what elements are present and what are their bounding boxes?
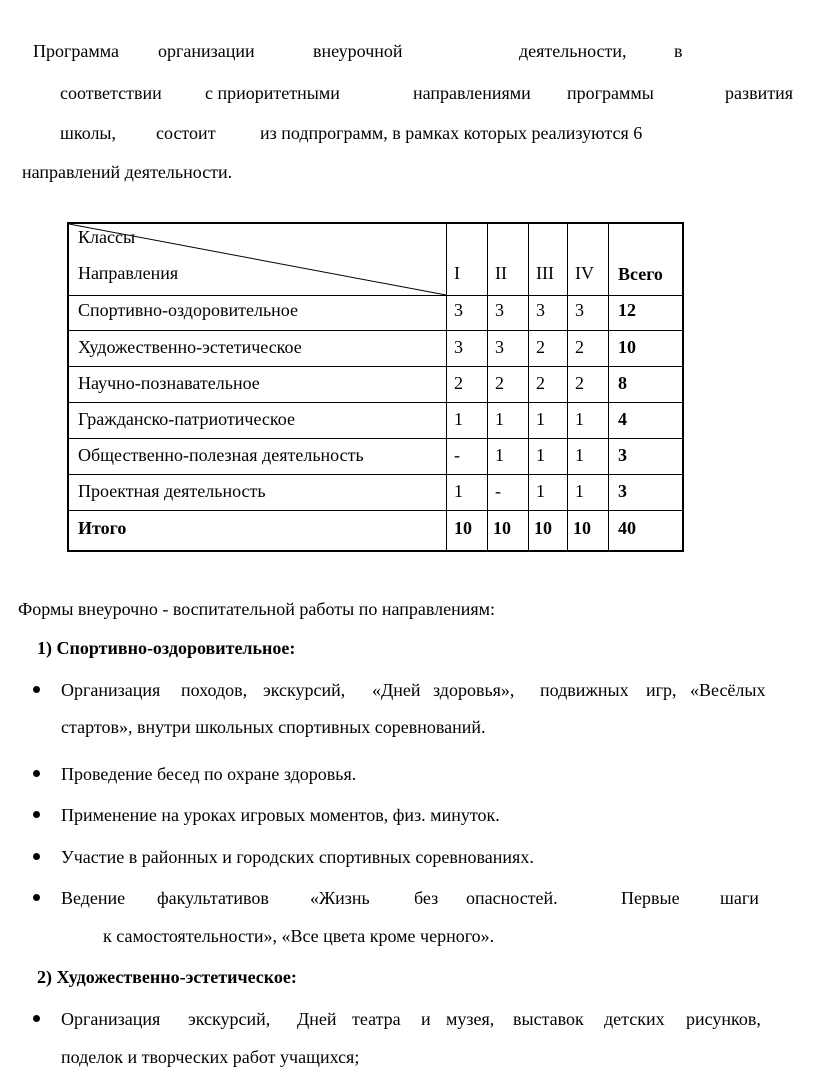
col-header: III xyxy=(536,263,554,283)
section-title: 2) Художественно-эстетическое: xyxy=(37,967,297,987)
cell-value: 1 xyxy=(495,409,504,429)
word: с приоритетными xyxy=(205,83,340,103)
bullet-icon xyxy=(33,686,40,693)
row-total: 3 xyxy=(618,445,627,465)
word: Первые xyxy=(621,888,680,908)
cell-value: 1 xyxy=(495,445,504,465)
word: выставок xyxy=(513,1009,584,1029)
row-total: 8 xyxy=(618,373,627,393)
cell-value: 1 xyxy=(536,445,545,465)
col-header: I xyxy=(454,263,460,283)
word: рисунков, xyxy=(686,1009,761,1029)
word: внеурочной xyxy=(313,41,403,61)
col-divider xyxy=(487,224,488,550)
word: школы, xyxy=(60,123,117,143)
classes-label: Классы xyxy=(78,227,136,247)
cell-value: 1 xyxy=(454,409,463,429)
word: экскурсий, xyxy=(188,1009,271,1029)
row-divider xyxy=(69,402,682,403)
word: Дней xyxy=(297,1009,337,1029)
word: шаги xyxy=(720,888,759,908)
row-divider xyxy=(69,330,682,331)
word: развития xyxy=(725,83,794,103)
word: Организация xyxy=(61,680,161,700)
footer-name: Итого xyxy=(78,518,127,538)
word: Организация xyxy=(61,1009,161,1029)
bullet-icon xyxy=(33,1015,40,1022)
word: деятельности, xyxy=(519,41,627,61)
cell-value: 1 xyxy=(575,409,584,429)
bullet-icon xyxy=(33,811,40,818)
word: «Весёлых xyxy=(690,680,766,700)
cell-value: 3 xyxy=(575,300,584,320)
bullet-line-2: к самостоятельности», «Все цвета кроме черного». xyxy=(103,926,495,946)
row-name: Художественно-эстетическое xyxy=(78,337,302,357)
word: направлениями xyxy=(413,83,531,103)
cell-value: 1 xyxy=(454,481,463,501)
word: без xyxy=(414,888,439,908)
word: соответствии xyxy=(60,83,162,103)
word: походов, xyxy=(181,680,248,700)
cell-value: 1 xyxy=(575,481,584,501)
cell-value: 2 xyxy=(454,373,463,393)
word: из подпрограмм, в рамках которых реализуются 6 xyxy=(260,123,643,143)
total-header: Всего xyxy=(618,264,663,284)
row-total: 4 xyxy=(618,409,627,429)
cell-value: 3 xyxy=(495,300,504,320)
word: состоит xyxy=(156,123,216,143)
footer-value: 10 xyxy=(454,518,472,538)
row-name: Проектная деятельность xyxy=(78,481,266,501)
word: Ведение xyxy=(61,888,126,908)
col-header: II xyxy=(495,263,507,283)
footer-total: 40 xyxy=(618,518,636,538)
col-header: IV xyxy=(575,263,594,283)
word: опасностей. xyxy=(466,888,558,908)
word: «Дней xyxy=(372,680,421,700)
word: музея, xyxy=(446,1009,495,1029)
directions-table xyxy=(67,222,684,552)
forms-heading: Формы внеурочно - воспитательной работы по направлениям: xyxy=(18,599,495,619)
word: театра xyxy=(352,1009,401,1029)
bullet-item: Применение на уроках игровых моментов, физ. минуток. xyxy=(61,805,500,825)
directions-label: Направления xyxy=(78,263,179,283)
col-divider xyxy=(567,224,568,550)
row-divider xyxy=(69,366,682,367)
cell-value: 2 xyxy=(536,337,545,357)
cell-value: 3 xyxy=(454,337,463,357)
cell-value: - xyxy=(454,445,460,465)
word: в xyxy=(674,41,683,61)
row-divider xyxy=(69,510,682,511)
col-divider xyxy=(608,224,609,550)
row-total: 10 xyxy=(618,337,636,357)
cell-value: 1 xyxy=(536,409,545,429)
row-total: 3 xyxy=(618,481,627,501)
bullet-item: Проведение бесед по охране здоровья. xyxy=(61,764,357,784)
footer-value: 10 xyxy=(573,518,591,538)
bullet-item: Участие в районных и городских спортивных соревнованиях. xyxy=(61,847,534,867)
cell-value: - xyxy=(495,481,501,501)
bullet-icon xyxy=(33,894,40,901)
word: подвижных xyxy=(540,680,629,700)
word: Программа xyxy=(33,41,120,61)
row-divider xyxy=(69,474,682,475)
cell-value: 3 xyxy=(495,337,504,357)
word: «Жизнь xyxy=(310,888,370,908)
word: программы xyxy=(567,83,654,103)
cell-value: 1 xyxy=(536,481,545,501)
footer-value: 10 xyxy=(534,518,552,538)
row-divider xyxy=(69,438,682,439)
cell-value: 3 xyxy=(536,300,545,320)
cell-value: 1 xyxy=(575,445,584,465)
row-name: Спортивно-оздоровительное xyxy=(78,300,298,320)
word: здоровья», xyxy=(433,680,515,700)
cell-value: 2 xyxy=(495,373,504,393)
bullet-icon xyxy=(33,853,40,860)
word: факультативов xyxy=(157,888,269,908)
word: детских xyxy=(604,1009,665,1029)
row-name: Общественно-полезная деятельность xyxy=(78,445,364,465)
row-name: Научно-познавательное xyxy=(78,373,260,393)
word: игр, xyxy=(646,680,677,700)
word: и xyxy=(421,1009,431,1029)
section-title: 1) Спортивно-оздоровительное: xyxy=(37,638,296,658)
word: организации xyxy=(158,41,255,61)
bullet-line-2: поделок и творческих работ учащихся; xyxy=(61,1047,360,1067)
cell-value: 3 xyxy=(454,300,463,320)
bullet-icon xyxy=(33,770,40,777)
cell-value: 2 xyxy=(536,373,545,393)
bullet-line-2: стартов», внутри школьных спортивных соревнований. xyxy=(61,717,486,737)
row-total: 12 xyxy=(618,300,636,320)
row-name: Гражданско-патриотическое xyxy=(78,409,295,429)
footer-value: 10 xyxy=(493,518,511,538)
word: экскурсий, xyxy=(263,680,346,700)
cell-value: 2 xyxy=(575,373,584,393)
cell-value: 2 xyxy=(575,337,584,357)
col-divider xyxy=(528,224,529,550)
intro-line-4: направлений деятельности. xyxy=(22,162,233,182)
